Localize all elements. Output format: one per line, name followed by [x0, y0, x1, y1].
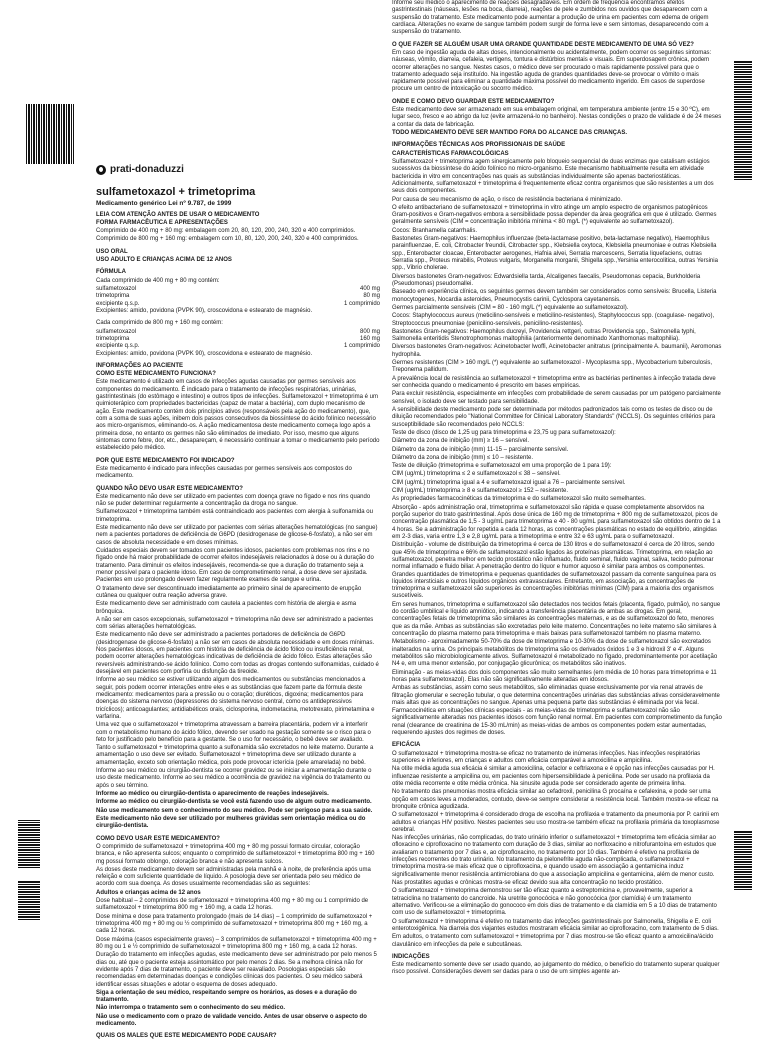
left-body-text [96, 212, 380, 1041]
paragraph: Baseado em experiência clínica, os seguintes germes devem também ser considerados como sensíveis: Brucella, Listeria monocytogenes, Nocardia asteroides, Pneumocystis carinii, Cyclospora cayetanensis. [392, 289, 717, 303]
section-heading: LEIA COM ATENÇÃO ANTES DE USAR O MEDICAMENTO [96, 211, 260, 218]
paragraph: Cada comprimido de 400 mg + 80 mg contém: [96, 277, 220, 284]
paragraph: Dose habitual – 2 comprimidos de sulfametoxazol + trimetoprima 400 mg + 80 mg ou 1 comprimido de sulfametoxazol + trimetoprima 800 mg + 160 mg, a cada 12 horas. [96, 898, 369, 912]
formula-ingredient: sulfametoxazol [96, 286, 137, 293]
paragraph: Germes resistentes (CIM > 160 mg/L (*) equivalente ao sulfametoxazol - Mycoplasma spp., Mycobacterium tuberculosis, Treponema pallidum. [392, 360, 713, 374]
paragraph: Absorção - após administração oral, trimetoprima e sulfametoxazol são rápida e quase completamente absorvidos na porção superior do trato gastrintestinal. Após dose única de 160 mg de trimetoprima + 800 mg de sulfametoxazol, picos de concentração plasmática de 1,5 - 3 ug/mL para trimetoprima e 40 - 80 ug/mL para sulfametoxazol são obtidos dentro de 1 a 4 horas. Se a administração for repetida a cada 12 horas, as concentrações plasmáticas no estado de equilíbrio, atingidas em 2-3 dias, varia entre 1,3 e 2,8 ug/mL para a trimetoprima e entre 32 e 63 ug/mL para o sulfametoxazol. [392, 504, 721, 540]
paragraph: O sulfametoxazol + trimetoprima é efetivo no tratamento das infecções gastrintestinais por Salmonella, Shigella e E. coli enterotoxigênica. Na diarreia dos viajantes estudos mostraram eficácia similar ao ciprofloxacino, com tratamento de 5 dias. [392, 918, 719, 932]
section-heading: INDICAÇÕES [392, 953, 430, 960]
formula-ingredient: trimetoprima [96, 293, 130, 300]
section-heading: CARACTERÍSTICAS FARMACOLÓGICAS [392, 150, 509, 157]
prati-donaduzzi-logo-icon [96, 165, 106, 175]
paragraph: Este medicamento deve ser administrado com cautela a pacientes com história de alergia e asma brônquica. [96, 601, 357, 615]
left-column [96, 0, 380, 1040]
paragraph: As doses deste medicamento devem ser administradas pela manhã e à noite, de preferência após uma refeição e com suficiente quantidade de líquido. A posologia deve ser orientada pelo seu médico de acordo com sua doença. As doses usualmente recomendadas são as seguintes: [96, 866, 371, 888]
section-heading: POR QUE ESTE MEDICAMENTO FOI INDICADO? [96, 457, 235, 464]
paragraph: O comprimido de sulfametoxazol + trimetoprima 400 mg + 80 mg possui formato circular, coloração branca, e não apresenta sulcos; enquanto o comprimido de sulfametoxazol + trimetoprima 800 mg + 160 mg possui formato oblongo, coloração branca e não apresenta sulcos. [96, 843, 375, 865]
paragraph: Cada comprimido de 800 mg + 160 mg contém: [96, 320, 223, 327]
paragraph: Diâmetro da zona de inibição (mm) 11-15 – parcialmente sensível. [392, 446, 569, 453]
paragraph: CIM (ug/mL) trimetoprima ≤ 2 e sulfametoxazol ≤ 38 – sensível. [392, 471, 561, 478]
paragraph: O sulfametoxazol + trimetoprima mostra-se eficaz no tratamento de inúmeras infecções. Nas infecções respiratórias superiores e inferiores, em crianças e adultos com eficácia comparável a amoxicilina e ampicilina. [392, 750, 701, 764]
paragraph: Diâmetro da zona de inibição (mm) ≤ 10 – resistente. [392, 454, 534, 461]
formula-ingredient: sulfametoxazol [96, 328, 137, 335]
paragraph: Uma vez que o sulfametoxazol + trimetoprima atravessam a barreira placentária, podem vir a interferir com o metabolismo humano do ácido fólico, devendo ser usado na gestação somente se o risco para o feto for justificado pelo benefício para a gestante. Se o uso for necessário, o bebê deve ser avaliado. [96, 722, 371, 743]
section-heading: QUANDO NÃO DEVO USAR ESTE MEDICAMENTO? [96, 485, 243, 492]
paragraph: O sulfametoxazol + trimetoprima é considerado droga de escolha na profilaxia e tratamento da pneumonia por P. carinii em adultos e crianças HIV positivo. Nestes pacientes seu uso mostra-se também eficaz na profilaxia primária da toxoplasmose cerebral. [392, 812, 720, 833]
paragraph: CIM (ug/mL) trimetoprima ≥ 8 e sulfametoxazol ≥ 152 – resistente. [392, 488, 568, 495]
section-heading: Adultos e crianças acima de 12 anos [96, 889, 201, 896]
paragraph: Teste de diluição (trimetoprima e sulfametoxazol em uma proporção de 1 para 19): [392, 463, 612, 470]
section-heading: COMO DEVO USAR ESTE MEDICAMENTO? [96, 835, 220, 842]
paragraph: A não ser em casos excepcionais, sulfametoxazol + trimetoprima não deve ser administrado a pacientes com sérias alterações hematológicas. [96, 616, 374, 631]
formula-amount: 80 mg [363, 293, 380, 300]
paragraph: Na otite média aguda sua eficácia é similar a amoxicilina, cefaclor e ceftriaxona e é opção nas infecções causadas por H. influenzae resistente a ampicilina ou, em pacientes com hipersensibilidade à penicilina. Pode ser usado na profilaxia da otite média recorrente e otite média crônica. Na sinusite aguda pode ser considerado agente de primeira linha. [392, 766, 715, 787]
section-heading: Não use o medicamento com o prazo de validade vencido. Antes de usar observe o aspecto do medicamento. [96, 1013, 367, 1028]
right-column [392, 0, 722, 1024]
formula-ingredient: excipiente q.s.p. [96, 343, 140, 350]
section-heading: Informe ao médico ou cirurgião-dentista se você está fazendo uso de algum outro medicamento. [96, 799, 372, 806]
manufacturer-logo [96, 164, 380, 176]
section-heading: Informe ao médico ou cirurgião-dentista o aparecimento de reações indesejáveis. [96, 791, 329, 798]
manufacturer-name: prati-donaduzzi [110, 164, 184, 175]
paragraph: Duração do tratamento em infecções agudas, este medicamento deve ser administrado por pelo menos 5 dias ou, até que o paciente esteja assintomático por pelo menos 2 dias. Se a melhora clínica não for evidente após 7 dias de tratamento, o paciente deve ser reavaliado. Posologias especiais são recomendadas em determinadas doenças e condições clínicas dos pacientes. O seu médico saberá identificar essas situações e adotar o esquema de doses adequado. [96, 952, 377, 988]
section-heading: Este medicamento não deve ser utilizado por mulheres grávidas sem orientação médica ou do cirurgião-dentista. [96, 815, 366, 830]
vertical-code-icon [734, 60, 752, 180]
left-margin-strip [8, 0, 80, 1024]
section-heading: FORMA FARMACÊUTICA E APRESENTAÇÕES [96, 219, 228, 226]
vertical-code-icon [18, 820, 40, 868]
paragraph: Dose máxima (casos especialmente graves) – 3 comprimidos de sulfametoxazol + trimetoprima 400 mg + 80 mg ou 1 e ½ comprimido de sulfametoxazol + trimetoprima 800 mg + 160 mg, a cada 12 horas. [96, 936, 377, 950]
section-heading: USO ADULTO E CRIANÇAS ACIMA DE 12 ANOS [96, 257, 232, 264]
paragraph: Por causa de seu mecanismo de ação, o risco de resistência bacteriana é minimizado. [392, 196, 623, 203]
paragraph: CIM (ug/mL) trimetoprima igual a 4 e sulfametoxazol igual a 76 – parcialmente sensível. [392, 479, 626, 486]
formula-row [96, 301, 380, 308]
paragraph: Teste de disco (disco de 1,25 ug para trimetoprima e 23,75 ug para sulfametoxazol): [392, 429, 616, 436]
paragraph: Nas infecções urinárias, não complicadas, do trato urinário inferior o sulfametoxazol + trimetoprima tem eficácia similar ao ofloxacino e ciprofloxacino no tratamento com duração de 3 dias, similar ao norfloxacino e nitrofurantoína em estudos que avaliaram o tratamento por 7 dias e, ao ciprofloxacino, no tratamento por 10 dias. Também é efetivo na profilaxia de infecções recorrentes do trato urinário. No tratamento da pielonefrite aguda não-complicada, o sulfametoxazol + trimetoprima mostra-se mais eficaz que o ciprofloxacina, e quando usado em associação a gentamicina induz significativamente menor resistência antimicrobiana do que a associação ampicilina e gentamicina, além de menor custo. [392, 835, 717, 878]
formula-amount: 400 mg [359, 286, 380, 293]
section-heading: COMO ESTE MEDICAMENTO FUNCIONA? [96, 371, 216, 378]
paragraph: Diâmetro da zona de inibição (mm) ≥ 16 – sensível. [392, 438, 530, 445]
right-margin-strip [730, 0, 762, 1024]
paragraph: Dose mínima e dose para tratamento prolongado (mais de 14 dias) – 1 comprimido de sulfametoxazol + trimetoprima 400 mg + 80 mg ou ½ comprimido de sulfametoxazol + trimetoprima 800 mg + 160 mg, a cada 12 horas. [96, 913, 373, 935]
formula-row [96, 336, 380, 343]
paragraph: Excipientes: amido, povidona (PVPK 90), croscovidona e estearato de magnésio. [96, 350, 313, 357]
drug-name: sulfametoxazol + trimetoprima [96, 186, 256, 199]
paragraph: Germes parcialmente sensíveis (CIM = 80 - 160 mg/L (*) equivalente ao sulfametoxazol). [392, 304, 629, 311]
paragraph: Este medicamento deve ser armazenado em sua embalagem original, em temperatura ambiente (entre 15 e 30 ºC), em lugar seco, fresco e ao abrigo da luz (evite armazená-lo no banheiro). Nestas condições o prazo de validade é de 24 meses a contar da data de fabricação. [392, 107, 722, 128]
paragraph: O tratamento deve ser descontinuado imediatamente ao primeiro sinal de aparecimento de erupção cutânea ou qualquer outra reação adversa grave. [96, 585, 362, 599]
formula-row [96, 293, 380, 300]
paragraph: Diversos bastonetes Gram-negativos: Edwardsiella tarda, Alcaligenes faecalis, Pseudomonas cepacia, Burkholderia (Pseudomonas) pseudomallei. [392, 273, 701, 287]
paragraph: Este medicamento é indicado para infecções causadas por germes sensíveis aos compostos do medicamento. [96, 465, 352, 480]
section-heading: EFICÁCIA [392, 742, 421, 749]
paragraph: Distribuição - volume de distribuição da trimetoprima é cerca de 130 litros e do sulfametoxazol é cerca de 20 litros, sendo que 45% de trimetoprima e 66% de sulfametoxazol estão ligados às proteínas plasmáticas. Trimetoprima, em relação ao sulfametoxazol, penetra melhor em tecido prostático não inflamado, fluido seminal, fluido vaginal, saliva, tecido pulmonar normal inflamado e fluido biliar. A penetração dentro do líquor e humor aquoso é similar para ambos os componentes. Grandes quantidades de trimetoprima e pequenas quantidades de sulfametoxazol passam da corrente sanguínea para os líquidos intersticiais e outros líquidos orgânicos extravasculares. Entretanto, em associação, as concentrações de trimetoprima e sulfametoxazol são superiores às concentrações inibitórias mínimas (CIM) para a maioria dos organismos suscetíveis. [392, 542, 717, 600]
paragraph: Em seres humanos, trimetoprima e sulfametoxazol são detectados nos tecidos fetais (placenta, fígado, pulmão), no sangue do cordão umbilical e líquido amniótico, indicando a transferência placentária de ambas as drogas. Em geral, concentrações fetais de trimetoprima são similares às concentrações maternas, e as de sulfametoxazol do feto, menores que as da mãe. Ambas as substâncias são excretadas pelo leite materno. Concentrações no leite materno são similares à concentração do plasma materno para trimetoprima e mais baixas para sulfametoxazol também no plasma materno. [392, 601, 721, 637]
section-heading: QUAIS OS MALES QUE ESTE MEDICAMENTO PODE CAUSAR? [96, 1033, 277, 1040]
paragraph: Em adultos, o tratamento com sulfametoxazol + trimetoprima por 7 dias mostrou-se tão eficaz quanto a amoxicilina/ácido clavulânico em infecções da pele e subcutâneas. [392, 934, 714, 948]
paragraph: Este medicamento não deve ser utilizado em pacientes com doença grave no fígado e nos rins quando não se puder determinar regularmente a concentração da droga no sangue. [96, 493, 371, 508]
paragraph: No tratamento das pneumonias mostra eficácia similar ao cefadroxil, penicilina G procaína e cefalexina, e pode ser uma opção em casos leves a moderados, contudo, deve-se sempre considerar a resistência local. Também mostra-se eficaz na bronquite crônica agudizada. [392, 789, 719, 810]
paragraph: Este medicamento é utilizado em casos de infecções agudas causadas por germes sensíveis aos componentes do medicamento. É indicado para o tratamento de infecções respiratórias, urinárias, gastrintestinais (do estômago e intestino) e outros tipos de infecções. Sulfametoxazol + trimetoprima é um quimioterápico com propriedades bactericidas (capaz de matar a bactéria), com duplo mecanismo de ação. Este medicamento contém dois princípios ativos (responsáveis pela ação do medicamento), que, com a soma de suas ações, inibem dois passos consecutivos da biossíntese do ácido folínico necessário aos micro-organismos, eliminando-os. A ação medicamentosa deste medicamento começa logo após a primeira dose, no entanto os germes não são eliminados de imediato. Por isso, mesmo que alguns sintomas como febre, dor, etc., desapareçam, é necessário continuar a tomar o medicamento pelo período estabelecido pelo médico. [96, 379, 380, 452]
formula-amount: 800 mg [359, 328, 380, 335]
section-heading: ONDE E COMO DEVO GUARDAR ESTE MEDICAMENTO? [392, 98, 555, 105]
paragraph: Excipientes: amido, povidona (PVPK 90), croscovidona e estearato de magnésio. [96, 307, 313, 314]
paragraph: Cuidados especiais devem ser tomados com pacientes idosos, pacientes com problemas nos rins e no fígado onde há maior probabilidade de ocorrer efeitos indesejáveis relacionados à dose ou à duração do tratamento. Para diminuir os efeitos indesejáveis, recomenda-se que a duração do tratamento seja a menor possível para o paciente idoso. Em caso de comprometimento renal, a dose deve ser ajustada. Pacientes em uso prolongado devem fazer regularmente exames de sangue e urina. [96, 548, 374, 584]
formula-amount: 160 mg [359, 335, 380, 342]
paragraph: Comprimido de 400 mg + 80 mg: embalagem com 20, 80, 120, 200, 240, 320 e 400 comprimidos. [96, 228, 356, 235]
paragraph: Farmacocinética em situações clínicas especiais - as meias-vidas de trimetoprima e sulfametoxazol não são significativamente alteradas nos pacientes idosos com função renal normal. Em pacientes com comprometimento da função renal (clearance de creatinina de 15-30 mL/min) as meias-vidas de ambos os componentes podem estar aumentadas, requerendo ajustes dos regimes de doses. [392, 708, 722, 737]
section-heading: Não use medicamento sem o conhecimento do seu médico. Pode ser perigoso para a sua saúde. [96, 807, 373, 814]
paragraph: O sulfametoxazol + trimetoprima demonstrou ser tão eficaz quanto a estreptomicina e, provavelmente, superior a tetraciclina no tratamento do cancroide. Na uretrite gonocócica e não gonocócica (por clamídia) é um tratamento alternativo. Verificou-se a eliminação do gonococo em dois dias de tratamento e da clamídia em 5 a 10 dias de tratamento com uso de sulfametoxazol + trimetoprima. [392, 888, 717, 917]
paragraph: Comprimido de 800 mg + 160 mg: embalagem com 10, 80, 120, 200, 240, 320 e 400 comprimidos. [96, 236, 359, 243]
formula-ingredient: excipiente q.s.p. [96, 300, 140, 307]
section-heading: USO ORAL [96, 248, 128, 255]
paragraph: Nas prostatites agudas e crônicas mostra-se eficaz devido sua alta concentração no tecido prostático. [392, 880, 664, 886]
section-heading: TODO MEDICAMENTO DEVE SER MANTIDO FORA DO ALCANCE DAS CRIANÇAS. [392, 130, 628, 136]
right-body-text [392, 0, 722, 977]
formula-amount: 1 comprimido [343, 343, 380, 350]
section-heading: INFORMAÇÕES TÉCNICAS AOS PROFISSIONAIS DE SAÚDE [392, 142, 566, 149]
paragraph: Metabolismo - aproximadamente 50-70% da dose de trimetoprima e 10-30% da dose de sulfametoxazol são excretados inalterados na urina. Os principais metabólitos de trimetoprima são os derivados óxidos 1 e 3 e hidroxil 3' e 4'. Alguns metabólitos são microbiologicamente ativos. Sulfametoxazol é metabolizado no fígado, predominantemente por acetilação N4 e, em uma menor extensão, por conjugação glicurônica; os metabólitos são inativos. [392, 639, 718, 668]
section-heading: FÓRMULA [96, 269, 126, 276]
section-heading: Não interrompa o tratamento sem o conhecimento do seu médico. [96, 1005, 286, 1012]
formula-amount: 1 comprimido [343, 300, 380, 307]
section-heading: Siga a orientação de seu médico, respeitando sempre os horários, as doses e a duração do tratamento. [96, 989, 357, 1004]
paragraph: A sensibilidade deste medicamento pode ser determinada por métodos padronizados tais como os testes de disco ou de diluição recomendados pelo "National Committee for Clinical Laboratory Standards" (NCCLS). Os seguintes critérios para susceptibilidade são recomendados pelo NCCLS: [392, 406, 716, 428]
paragraph: Cocos: Branhamella catarrhalis. [392, 227, 478, 234]
vertical-code-icon [734, 830, 752, 890]
paragraph: Sulfametoxazol + trimetoprima agem sinergicamente pelo bloqueio sequencial de duas enzimas que catalisam estágios sucessivos da biossíntese do ácido folínico no micro-organismo. Este mecanismo habitualmente resulta em atividade bactericida in vitro em concentrações nas quais as substâncias individualmente são apenas bacteriostáticas. Adicionalmente, sulfametoxazol + trimetoprima é frequentemente eficaz contra organismos que são resistentes a um dos seus dois componentes. [392, 158, 714, 195]
paragraph: Informe ao seu médico se estiver utilizando algum dos medicamentos ou substâncias mencionados a seguir, pois podem ocorrer interações entre eles e as substâncias que fazem parte da fórmula deste medicamento: medicamentos para a pressão ou o coração; diuréticos, digoxina; medicamentos para doenças do sistema nervoso (depressores do sistema nervoso central, como os antidepressivos tricíclicos); anticoagulantes; antidiabéticos orais, ciclosporina, indometacina, metotrexato, pirimetamina e varfarina. [96, 677, 375, 720]
paragraph: Ambas as substâncias, assim como seus metabólitos, são eliminadas quase exclusivamente por via renal através de filtração glomerular e secreção tubular, o que determina concentrações urinárias das substâncias ativas consideravelmente mais altas que as concentrações no sangue. Apenas uma pequena parte das substâncias é eliminada por via fecal. [392, 685, 720, 706]
paragraph: Este medicamento não deve ser administrado a pacientes portadores de deficiência de G6PD (desidrogenase de glicose-6-fosfato) a não ser em casos de absoluta necessidade e em doses mínimas. Nos pacientes idosos, em pacientes com história de deficiência de ácido fólico ou insuficiência renal, podem ocorrer alterações hematológicas indicativas de deficiência de ácido fólico. Estas alterações são reversíveis administrando-se ácido folínico. Como com todas as drogas contendo sulfonamidas, cuidado é desejável em pacientes com porfiria ou disfunção da tireoide. [96, 632, 379, 676]
drug-subtitle: Medicamento genérico Lei nº 9.787, de 1999 [96, 199, 232, 207]
formula-row [96, 343, 380, 350]
paragraph: Bastonetes Gram-negativos: Haemophilus influenzae (beta-lactamase positivo, beta-lactamase negativo), Haemophilus parainfluenzae, E. coli, Citrobacter freundii, Citrobacter spp., Klebsiella oxytoca, Klebsiella pneumoniae e outras Klebsiella spp., Enterobacter cloacae, Enterobacter aerogenes, Hafnia alvei, Serratia marcescens, Serratia liquefaciens, outras Serratia spp., Proteus mirabilis, Proteus vulgaris, Morganella morganii, Shigella spp.,Yersinia enterocolitica, outras Yersinia spp., Vibrio cholerae. [392, 236, 718, 272]
paragraph: O efeito antibacteriano de sulfametoxazol + trimetoprima in vitro atinge um amplo espectro de organismos patogênicos Gram-positivos e Gram-negativos embora a sensibilidade possa depender da área geográfica em que é utilizado. Germes geralmente sensíveis (CIM = concentração inibitória mínima < 80 mg/L (*) equivalente ao sulfametoxazol). [392, 204, 717, 226]
formula-ingredient: trimetoprima [96, 335, 130, 342]
paragraph: Tanto o sulfametoxazol + trimetoprima quanto a sulfonamida são excretados no leite materno. Durante a amamentação o uso deve ser evitado. Sulfametoxazol + trimetoprima deve ser utilizado durante a amamentação, exceto sob orientação médica, pois pode provocar icterícia (pele amarelada) no bebê. [96, 745, 374, 766]
formula-row [96, 286, 380, 293]
paragraph: Informe seu médico o aparecimento de reações desagradáveis. Em ordem de frequência encontramos efeitos gastrintestinais (náuseas, lesões na boca, diarreia), reações de pele e zumbidos nos ouvidos que desaparecem com a suspensão do tratamento. Este medicamento pode aumentar a produção de urina em pacientes com edema de origem cardíaca. Alterações no exame de sangue também podem surgir de forma leve e sem sintomas, desaparecendo com a suspensão do tratamento. [392, 0, 709, 36]
formula-row [96, 329, 380, 336]
paragraph: Este medicamento somente deve ser usado quando, ao julgamento do médico, o benefício do tratamento superar qualquer risco possível. Considerações devem ser dadas para o uso de um simples agente an- [392, 962, 720, 976]
paragraph: Diversos bastonetes Gram-negativos: Acinetobacter lwoffi, Acinetobacter anitratus (principalmente A. baumanii), Aeromonas hydrophila. [392, 344, 722, 358]
paragraph: Bastonetes Gram-negativos: Haemophilus ducreyi, Providencia rettgeri, outras Providencia spp., Salmonella typhi, Salmonella enteritidis Stenotrophomonas maltophilia (anteriormente denominado Xanthomonas maltophilia). [392, 328, 696, 343]
vertical-code-icon [18, 880, 40, 920]
section-heading: INFORMAÇÕES AO PACIENTE [96, 362, 184, 369]
barcode-icon [26, 104, 74, 164]
paragraph: Informe ao seu médico ou cirurgião-dentista se ocorrer gravidez ou se iniciar a amamentação durante o uso deste medicamento. Informe ao seu médico a ocorrência de gravidez na vigência do tratamento ou após o seu término. [96, 768, 372, 789]
paragraph: A prevalência local de resistência ao sulfametoxazol + trimetoprima entre as bactérias pertinentes à infecção tratada deve ser conhecida quando o medicamento é prescrito em bases empíricas. [392, 375, 716, 389]
paragraph: As propriedades farmacocinéticas da trimetoprima e do sulfametoxazol são muito semelhantes. [392, 496, 646, 503]
section-heading: O QUE FAZER SE ALGUÉM USAR UMA GRANDE QUANTIDADE DESTE MEDICAMENTO DE UMA SÓ VEZ? [392, 41, 694, 48]
paragraph: Cocos: Staphylococcus aureus (meticilino-sensíveis e meticilino-resistentes), Staphylococcus spp. (coagulase- negativo), Streptococcus pneumoniae (penicilino-sensíveis, penicilino-resistentes). [392, 313, 715, 327]
paragraph: Este medicamento não deve ser utilizado por pacientes com sérias alterações hematológicas (no sangue) nem a pacientes portadores de deficiência de G6PD (desidrogenase de glicose-6-fosfato), a não ser em casos de absoluta necessidade e em doses mínimas. [96, 525, 378, 546]
paragraph: Em caso de ingestão aguda de altas doses, intencionalmente ou acidentalmente, podem ocorrer os seguintes sintomas: náuseas, vômito, diarreia, cefaleia, vertigens, tontura e distúrbios mentais e visuais. Em superdosagem crônica, podem ocorrer alterações no sangue. Nestes casos, o médico deve ser procurado o mais rapidamente possível para que o tratamento adequado seja instituído. Na ingestão aguda de grandes quantidades deve-se provocar o vômito o mais rapidamente possível para eliminar a quantidade máxima possível do medicamento ingerido. Em casos de superdose procure um centro de intoxicação ou socorro médico. [392, 49, 712, 93]
paragraph: Eliminação - as meias-vidas dos dois componentes são muito semelhantes (em média de 10 horas para trimetoprima e 11 horas para sulfametoxazol). Elas não são significativamente alteradas em idosos. [392, 669, 717, 683]
paragraph: Para excluir resistência, especialmente em infecções com probabilidade de serem causadas por um patógeno parcialmente sensível, o isolado deve ser testado para sensibilidade. [392, 391, 721, 405]
paragraph: Sulfametoxazol + trimetoprima também está contraindicado aos pacientes com alergia à sulfonamida ou trimetoprima. [96, 509, 373, 523]
